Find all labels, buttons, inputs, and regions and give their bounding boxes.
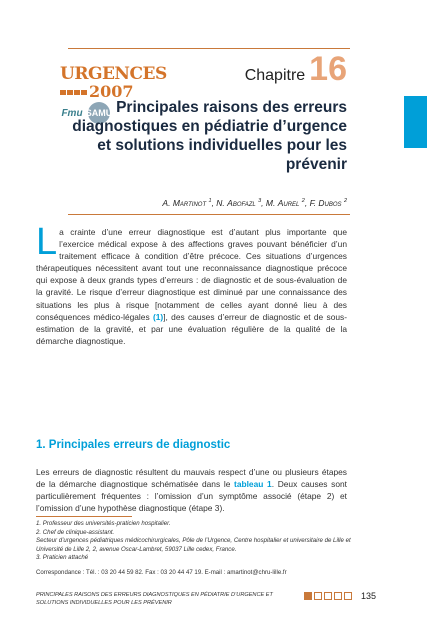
page-number: 135 bbox=[361, 591, 377, 601]
section-paragraph: Les erreurs de diagnostic résultent du mauvais respect d’une ou plusieurs étapes de la démarche diagnostique schématisée dans le tableau 1. Deux causes sont particulièrement fréquentes : l’omission d’un symptôme associé (étape 2) et l’omission d’une hypothèse diagnostique (étape 3). bbox=[36, 467, 348, 514]
correspondance-line: Correspondance : Tél. : 03 20 44 59 82. Fax : 03 20 44 47 19. E-mail : amartinot@chru-lille.fr bbox=[36, 568, 287, 576]
footnote-rule bbox=[36, 516, 132, 517]
reference-link[interactable]: (1) bbox=[152, 311, 164, 322]
author-2: N. Abofazl $^3$ bbox=[216, 198, 262, 208]
logo-dots bbox=[60, 90, 87, 95]
intro-paragraph: La crainte d’une erreur diagnostique est d’autant plus importante que l’exercice médical expose à des affections graves pouvant bénéficier d’un traitement efficace à condition d’être précoce. Ces situations d’urgences thérapeutiques nécessitent avant tout une reconnaissance diagnostique précoce qui expose à deux grands types d’erreurs : de diagnostic et de sous-évaluation de la gravité. Le risque d’erreur diagnostique est diminué par une connaissance des situations les plus à risque [notamment de celles ayant donné lieu à des conséquences médico-légales (1)], des causes d’erreur de diagnostic et de sous-estimation de la gravité, et par une évaluation régulière de la qualité de la démarche diagnostique. bbox=[36, 221, 347, 346]
logo-title: URGENCES bbox=[60, 64, 167, 84]
top-rule bbox=[68, 48, 350, 49]
author-4: F. Dubos $^2$ bbox=[309, 198, 347, 208]
table-reference-link[interactable]: tableau 1 bbox=[234, 479, 272, 490]
footnote-3: 3. Praticien attaché bbox=[36, 554, 89, 562]
chapter-label: Chapitre bbox=[244, 67, 306, 84]
chapter-title: Principales raisons des erreurs diagnostiques en pédiatrie d’urgence et solutions individuelles pour les prévenir bbox=[72, 99, 347, 173]
footer-boxes bbox=[304, 592, 352, 600]
footnote-affiliation: Secteur d’urgences pédiatriques médicochirurgicales, Pôle de l’Urgence, Centre hospitalier et universitaire de Lille et Université de Lille 2, 2, avenue Oscar-Lambret, 59037 Lille cedex, France. bbox=[36, 537, 351, 553]
chapter-edge-tab bbox=[404, 96, 427, 148]
drop-cap: L bbox=[36, 221, 58, 263]
sfmu-logo-icon: Fmu bbox=[61, 107, 83, 119]
footnotes bbox=[36, 520, 356, 578]
author-1: A. Martinot $^1$ bbox=[162, 198, 212, 208]
chapter-number: 16 bbox=[309, 50, 347, 88]
logo-year: 2007 bbox=[89, 82, 134, 101]
title-rule bbox=[68, 214, 350, 215]
author-3: M. Aurel $^2$ bbox=[265, 198, 305, 208]
footnote-1: 1. Professeur des universités-praticien hospitalier. bbox=[36, 520, 171, 527]
author-list: A. Martinot $^1$, N. Abofazl $^3$, M. Aurel $^2$, F. Dubos $^2$ bbox=[162, 198, 347, 208]
footnote-2: 2. Chef de clinique-assistant. bbox=[36, 528, 115, 536]
samu-logo-icon: SAMU bbox=[88, 102, 110, 124]
running-footer-title: PRINCIPALES RAISONS DES ERREURS DIAGNOSTIQUES EN PÉDIATRIE D’URGENCE ET SOLUTIONS INDIVIDUELLES POUR LES PRÉVENIR bbox=[36, 592, 273, 606]
chapter-heading bbox=[245, 52, 347, 86]
section-heading: 1. Principales erreurs de diagnostic bbox=[36, 439, 231, 451]
